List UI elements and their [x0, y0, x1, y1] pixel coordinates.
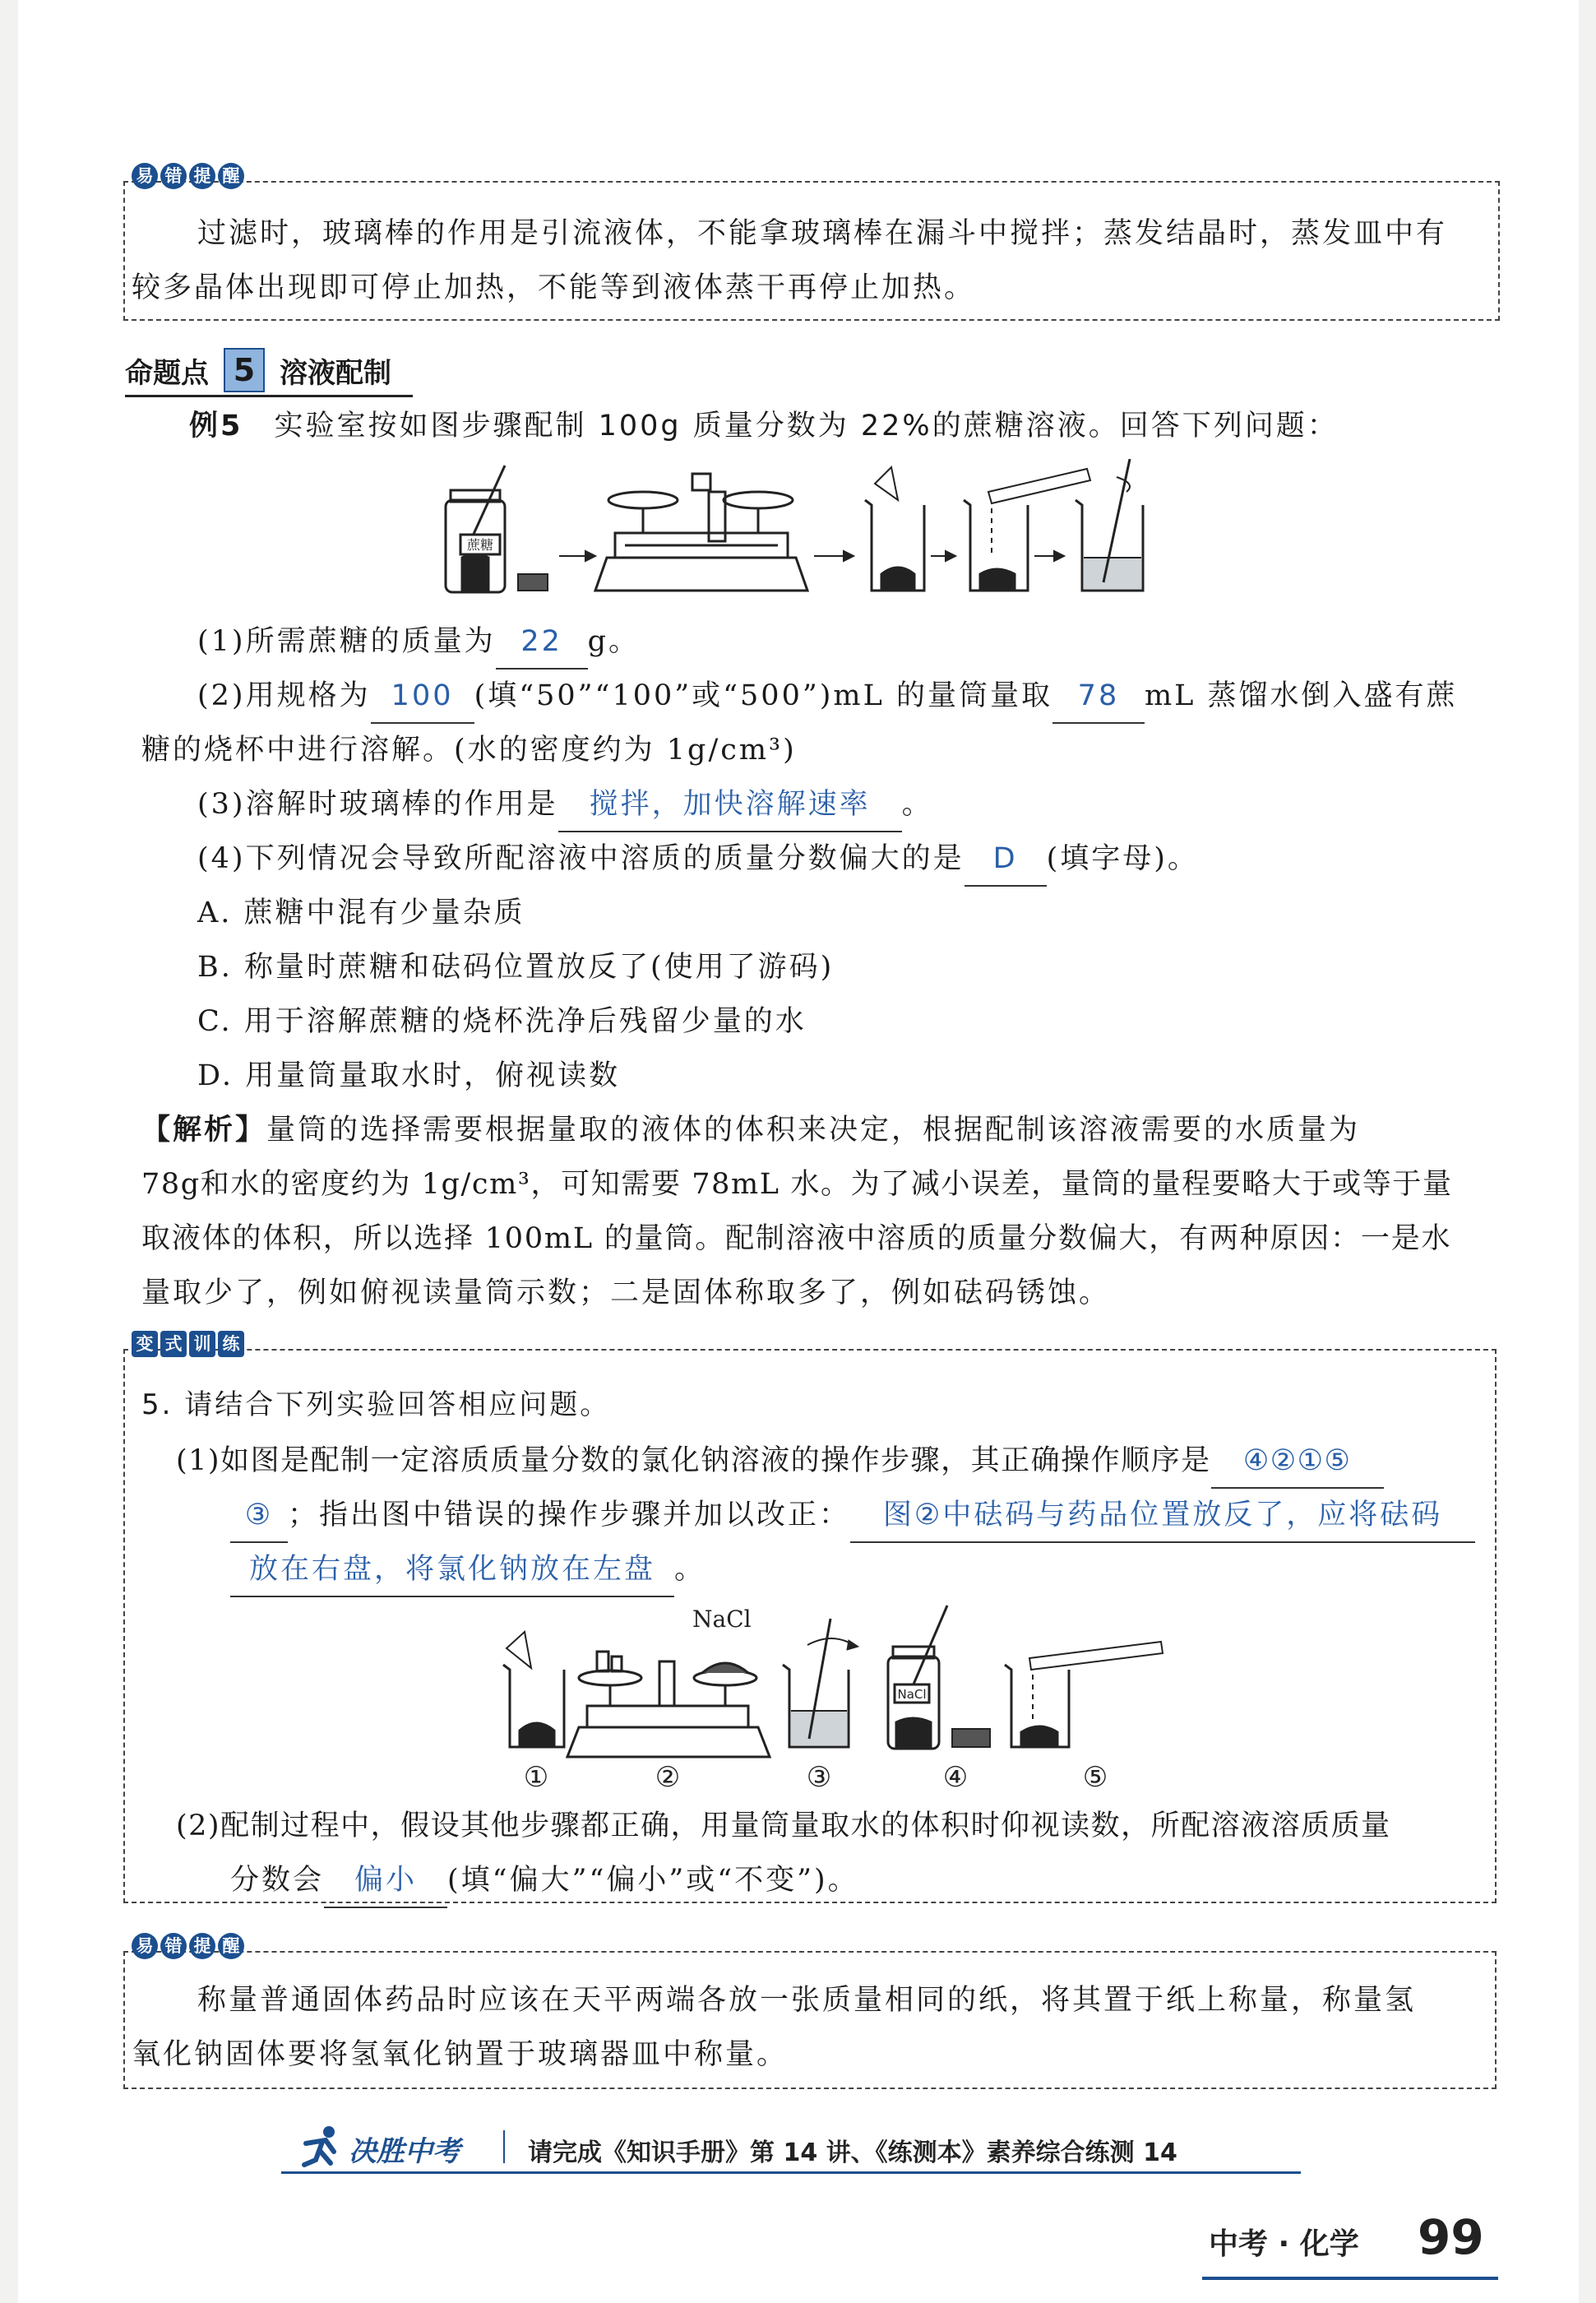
step2-balance	[567, 1652, 770, 1757]
arrow	[559, 551, 595, 561]
example-stem-line	[189, 400, 1339, 452]
footer-banner	[281, 2122, 1301, 2174]
step4-jar-label: NaCl	[897, 1687, 927, 1702]
practice-p1-line2	[230, 1489, 1475, 1543]
footer-divider	[503, 2130, 505, 2163]
q4-post: (填字母)。	[1046, 842, 1199, 875]
step-label-5: ⑤	[1082, 1761, 1108, 1794]
example-label: 例5	[189, 410, 243, 443]
p1-pre: (1)如图是配制一定溶质质量分数的氯化钠溶液的操作步骤，其正确操作顺序是	[176, 1444, 1211, 1477]
q2-post: mL 蒸馏水倒入盛有蔗	[1144, 679, 1458, 712]
q1-post: g。	[587, 625, 640, 658]
tip-badge-char: 易	[132, 1933, 158, 1959]
step3-beaker	[783, 1619, 858, 1747]
practice-p2-line1: (2)配制过程中，假设其他步骤都正确，用量筒量取水的体积时仰视读数，所配溶液溶质质量	[176, 1810, 1391, 1842]
section-number: 5	[224, 348, 265, 392]
footer-brand: 决胜中考	[349, 2135, 460, 2168]
step-label-1: ①	[523, 1761, 549, 1794]
q3-post: 。	[901, 788, 933, 821]
practice-badge-char: 式	[160, 1331, 187, 1357]
arrow	[814, 551, 854, 561]
p1-mid: ；指出图中错误的操作步骤并加以改正：	[288, 1499, 851, 1531]
tip-badge-char: 醒	[218, 163, 244, 189]
step1-beaker	[503, 1632, 564, 1747]
q2-answer-1: 100	[371, 670, 474, 724]
q1-pre: (1)所需蔗糖的质量为	[197, 625, 496, 658]
q2-answer-2: 78	[1052, 670, 1145, 724]
q3-answer: 搅拌，加快溶解速率	[558, 778, 902, 832]
tip-badge-2	[132, 1933, 244, 1959]
tip-badge-char: 提	[189, 163, 215, 189]
footer-task: 请完成《知识手册》第 14 讲、《练测本》素养综合练测 14	[528, 2138, 1177, 2167]
option-c: C. 用于溶解蔗糖的烧杯洗净后残留少量的水	[197, 1005, 807, 1038]
tip-badge-char: 易	[132, 163, 158, 189]
example-q2-line2: 糖的烧杯中进行溶解。(水的密度约为 1g/cm³)	[141, 734, 797, 767]
tip1-line2: 较多晶体出现即可停止加热，不能等到液体蒸干再停止加热。	[132, 271, 976, 304]
analysis-line4: 量取少了，例如俯视读量筒示数；二是固体称取多了，例如砝码锈蚀。	[141, 1277, 1111, 1309]
step4-weight	[952, 1729, 990, 1747]
example-stem: 实验室按如图步骤配制 100g 质量分数为 22%的蔗糖溶液。回答下列问题：	[274, 410, 1339, 443]
practice-question-head: 5. 请结合下列实验回答相应问题。	[141, 1388, 611, 1421]
step-label-4: ④	[942, 1761, 969, 1794]
analysis-label: 【解析】	[141, 1114, 267, 1147]
sugar-jar	[446, 466, 505, 592]
p2-post: (填“偏大”“偏小”或“不变”)。	[447, 1864, 859, 1897]
practice-badge-char: 变	[132, 1331, 158, 1357]
step5-beaker	[1005, 1642, 1163, 1747]
analysis-line2: 78g和水的密度约为 1g/cm³，可知需要 78mL 水。为了减小误差，量筒的量程要略大于或等于量	[141, 1168, 1453, 1201]
analysis-line3: 取液体的体积，所以选择 100mL 的量筒。配制溶液中溶质的质量分数偏大，有两种原因：一是水	[141, 1222, 1452, 1255]
example-q2	[197, 670, 1458, 724]
tip-badge-char: 醒	[218, 1933, 244, 1959]
q3-pre: (3)溶解时玻璃棒的作用是	[197, 788, 558, 821]
nacl-label: NaCl	[692, 1606, 752, 1633]
step-label-3: ③	[806, 1761, 832, 1794]
option-b: B. 称量时蔗糖和砝码位置放反了(使用了游码)	[197, 951, 835, 984]
p1-end: 。	[674, 1553, 706, 1586]
beaker-2	[964, 469, 1090, 591]
q4-pre: (4)下列情况会导致所配溶液中溶质的质量分数偏大的是	[197, 842, 965, 875]
example-figure	[421, 459, 1210, 599]
q2-mid: (填“50”“100”或“500”)mL 的量筒量取	[474, 679, 1052, 712]
arrow	[1034, 551, 1064, 561]
p2-pre: 分数会	[230, 1864, 325, 1897]
practice-badge-char: 练	[218, 1331, 244, 1357]
tip2-line1: 称量普通固体药品时应该在天平两端各放一张质量相同的纸，将其置于纸上称量，称量氢	[197, 1984, 1417, 2017]
q1-answer: 22	[496, 615, 588, 670]
example-q1	[197, 615, 640, 670]
page-number-underline	[1202, 2277, 1498, 2280]
tip-badge-char: 错	[160, 163, 187, 189]
beaker-1	[865, 467, 924, 591]
tip-badge-char: 提	[189, 1933, 215, 1959]
p1-answer2-b: 放在右盘，将氯化钠放在左盘	[230, 1543, 674, 1597]
option-d: D. 用量筒量取水时，俯视读数	[197, 1059, 621, 1092]
section-label: 命题点	[125, 356, 209, 390]
analysis-line1	[141, 1104, 1360, 1156]
q4-answer: D	[965, 832, 1047, 887]
page-number: 99	[1418, 2209, 1484, 2265]
page	[18, 0, 1579, 2303]
tip-badge-1	[132, 163, 244, 189]
step4-jar	[888, 1606, 947, 1749]
runner-icon	[298, 2124, 344, 2170]
practice-figure	[487, 1599, 1194, 1796]
q2-pre: (2)用规格为	[197, 679, 371, 712]
tip-badge-char: 错	[160, 1933, 187, 1959]
tip2-line2: 氧化钠固体要将氢氧化钠置于玻璃器皿中称量。	[132, 2038, 789, 2071]
practice-badge	[132, 1331, 244, 1357]
section-heading	[125, 345, 413, 397]
weight-block	[518, 574, 548, 591]
footer-subject: 中考 · 化学	[1209, 2227, 1359, 2261]
practice-badge-char: 训	[189, 1331, 215, 1357]
practice-p1-line1	[176, 1434, 1384, 1489]
practice-p2-line2	[230, 1854, 859, 1908]
sugar-jar-label: 蔗糖	[466, 537, 494, 553]
balance	[595, 474, 807, 591]
p1-answer-b: ③	[230, 1489, 288, 1543]
tip1-line1: 过滤时，玻璃棒的作用是引流液体，不能拿玻璃棒在漏斗中搅拌；蒸发结晶时，蒸发皿中有	[197, 217, 1448, 250]
practice-p1-line3	[230, 1543, 705, 1597]
p1-answer-a: ④②①⑤	[1211, 1434, 1384, 1489]
p1-answer2-a: 图②中砝码与药品位置放反了，应将砝码	[850, 1489, 1475, 1543]
step-label-2: ②	[655, 1761, 681, 1794]
analysis-text-1: 量筒的选择需要根据量取的液体的体积来决定，根据配制该溶液需要的水质量为	[266, 1114, 1361, 1147]
p2-answer: 偏小	[324, 1854, 447, 1908]
example-q3	[197, 778, 933, 832]
option-a: A. 蔗糖中混有少量杂质	[197, 897, 525, 929]
section-title: 溶液配制	[280, 356, 391, 390]
arrow	[931, 551, 955, 561]
example-q4	[197, 832, 1199, 887]
beaker-3	[1076, 459, 1143, 591]
